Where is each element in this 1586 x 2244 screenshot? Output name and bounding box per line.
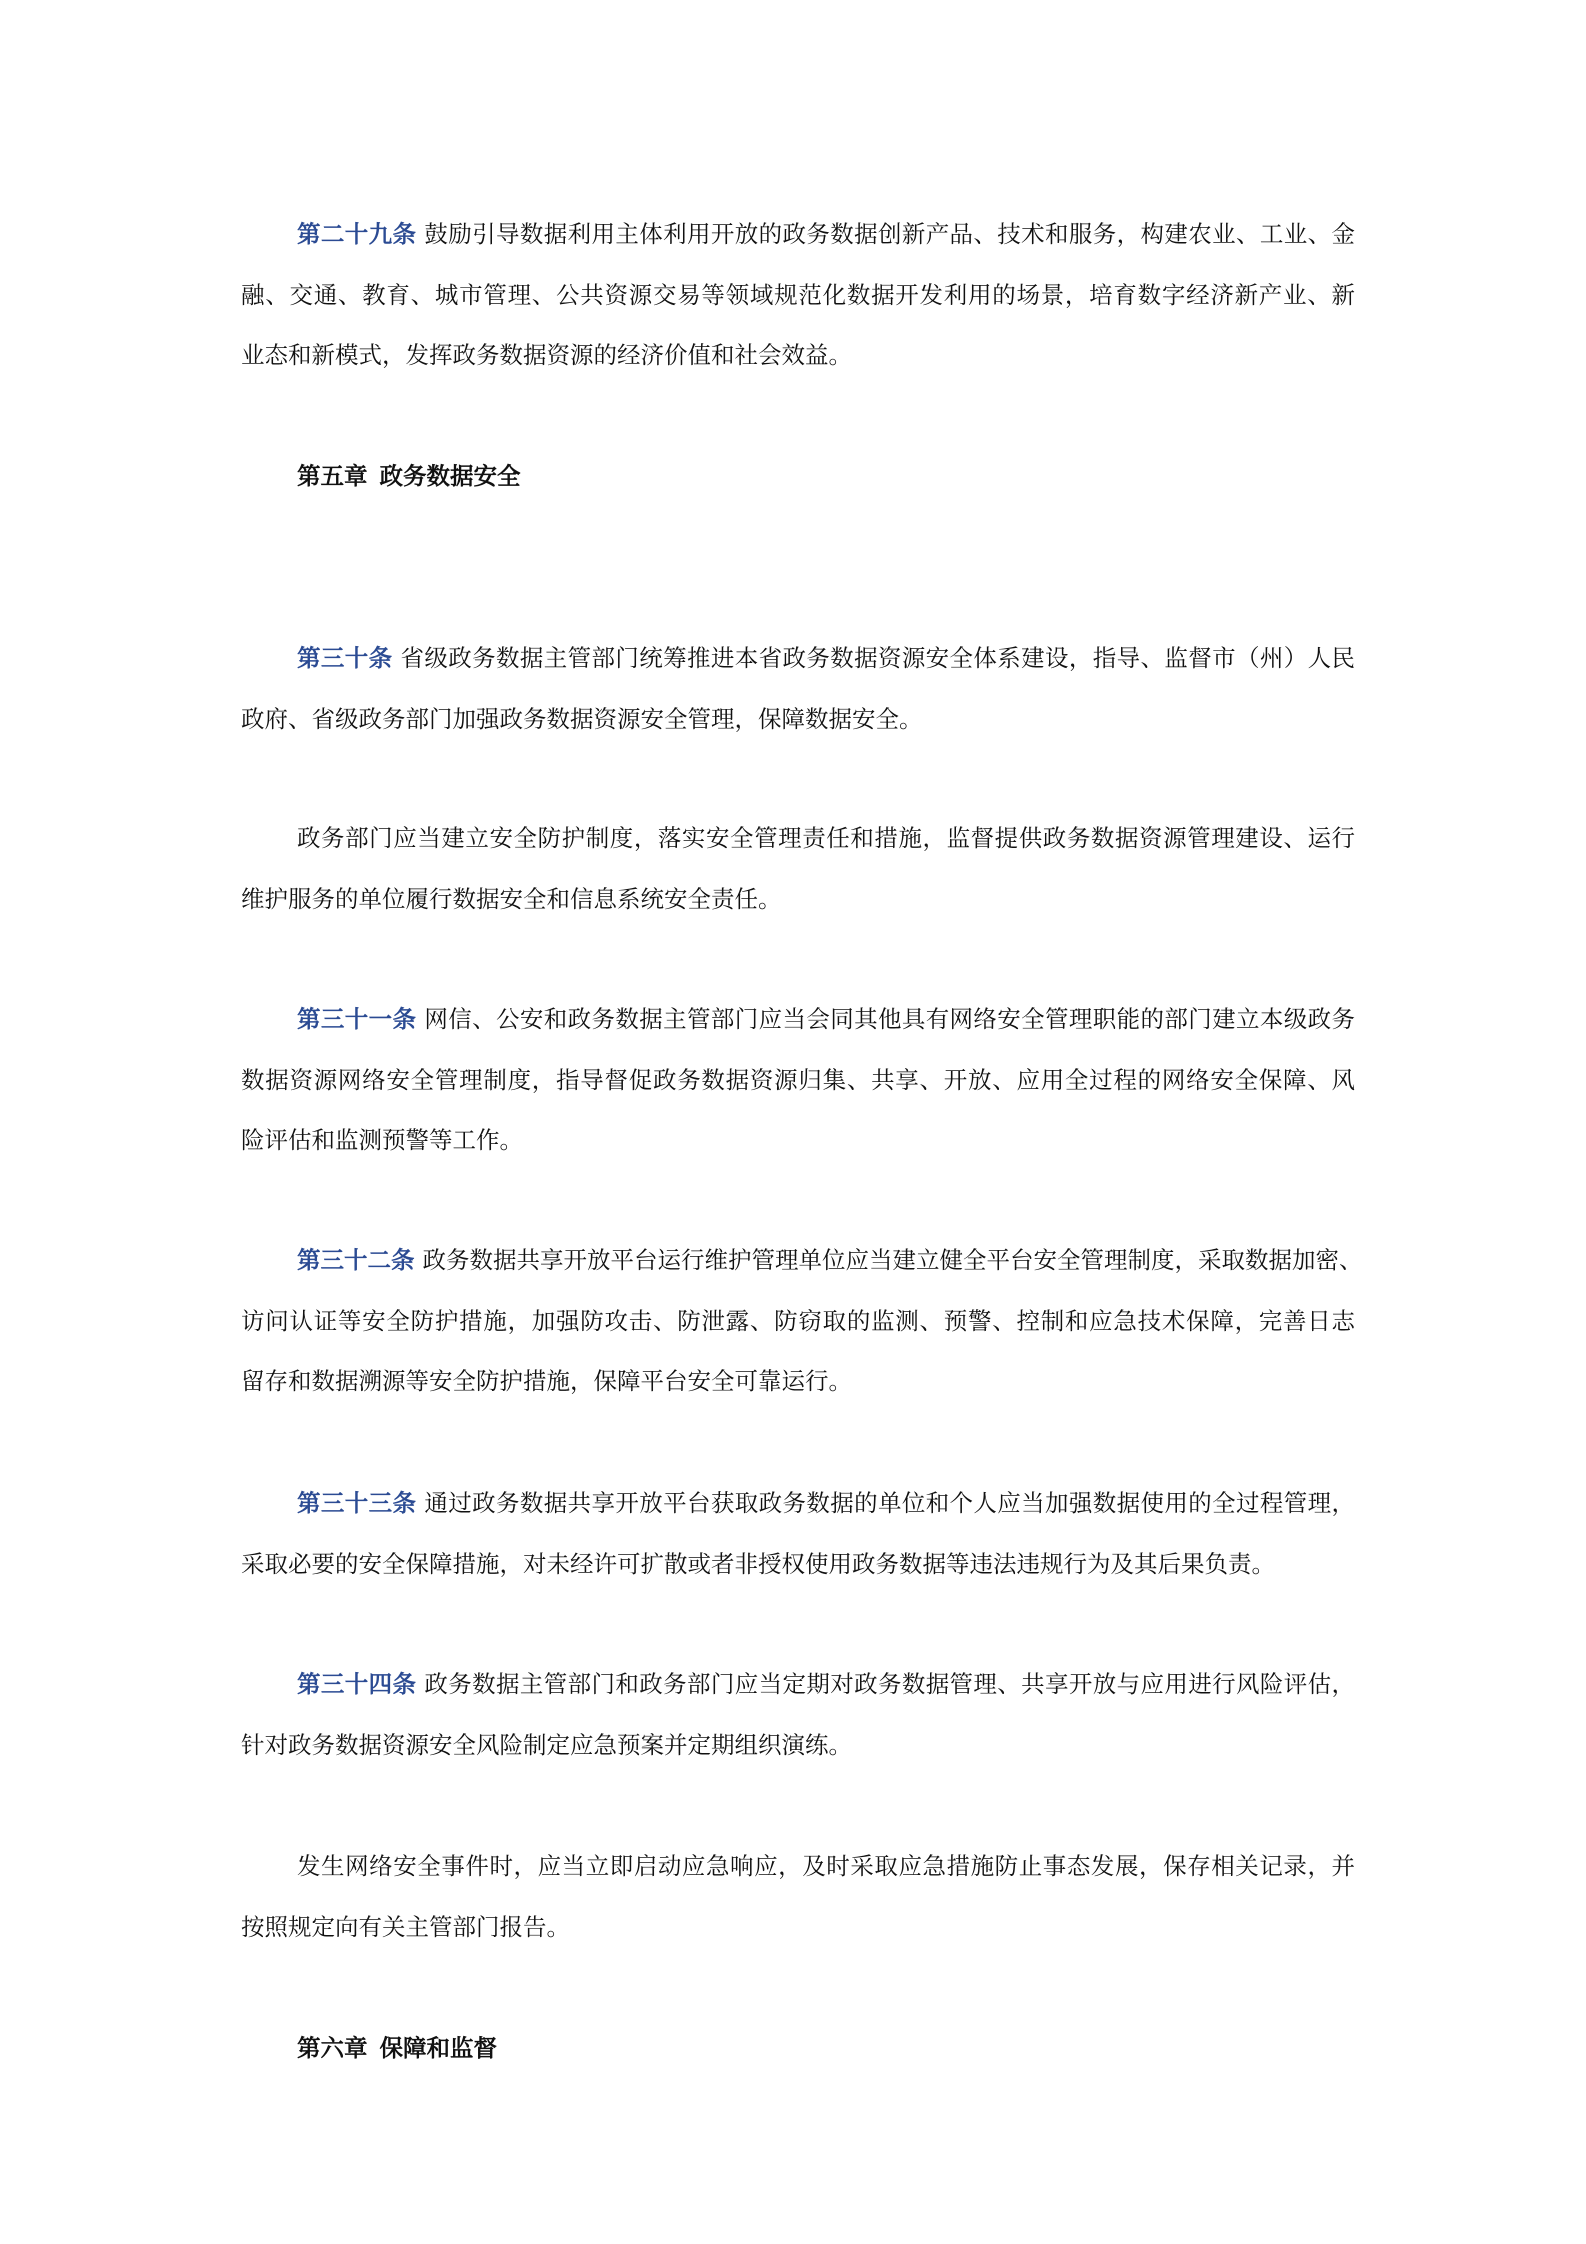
text-line [241, 265, 1355, 326]
line-text: 业态和新模式，发挥政务数据资源的经济价值和社会效益。 [241, 341, 852, 369]
article-31 [241, 989, 1355, 1171]
article-34 [241, 1654, 1355, 1775]
chapter-number: 第五章 [297, 462, 368, 490]
chapter-title: 政务数据安全 [379, 462, 521, 490]
text-line [241, 1110, 1355, 1171]
line-text: 通过政务数据共享开放平台获取政务数据的单位和个人应当加强数据使用的全过程管理， [424, 1489, 1356, 1517]
line-text: 访问认证等安全防护措施，加强防攻击、防泄露、防窃取的监测、预警、控制和应急技术保障，完善日志 [241, 1306, 1355, 1335]
text-line [241, 1291, 1355, 1352]
article-30-paragraph-2 [241, 808, 1355, 929]
article-number: 第二十九条 [297, 220, 417, 248]
text-line [241, 989, 1355, 1050]
article-33 [241, 1473, 1355, 1594]
line-text: 数据资源网络安全管理制度，指导督促政务数据资源归集、共享、开放、应用全过程的网络安全保障、风 [241, 1065, 1355, 1094]
text-line [241, 808, 1355, 869]
line-text: 政府、省级政务部门加强政务数据资源安全管理，保障数据安全。 [241, 704, 923, 733]
article-34-paragraph-2 [241, 1836, 1355, 1957]
text-line [241, 204, 1355, 265]
text-line [241, 1654, 1355, 1715]
line-text: 政务数据主管部门和政务部门应当定期对政务数据管理、共享开放与应用进行风险评估， [424, 1670, 1356, 1698]
article-number: 第三十三条 [297, 1489, 417, 1517]
article-number: 第三十一条 [297, 1005, 417, 1033]
line-text: 融、交通、教育、城市管理、公共资源交易等领域规范化数据开发利用的场景，培育数字经济新产业、新 [241, 280, 1355, 309]
text-line [241, 1715, 1355, 1776]
text-line [241, 1351, 1355, 1412]
text-line [241, 689, 1355, 750]
article-number: 第三十条 [297, 644, 393, 672]
article-number: 第三十二条 [297, 1246, 415, 1274]
text-line [241, 628, 1355, 689]
chapter-6-heading [297, 2018, 497, 2079]
text-line [241, 1050, 1355, 1111]
chapter-title: 保障和监督 [379, 2034, 497, 2062]
line-text: 政务部门应当建立安全防护制度，落实安全管理责任和措施，监督提供政务数据资源管理建设、运行 [297, 824, 1355, 852]
text-line [241, 1534, 1355, 1595]
chapter-5-heading [297, 446, 521, 507]
text-line [241, 1473, 1355, 1534]
text-line [241, 869, 1355, 930]
line-text: 针对政务数据资源安全风险制定应急预案并定期组织演练。 [241, 1730, 852, 1759]
line-text: 省级政务数据主管部门统筹推进本省政务数据资源安全体系建设，指导、监督市（州）人民 [400, 644, 1356, 672]
line-text: 鼓励引导数据利用主体利用开放的政务数据创新产品、技术和服务，构建农业、工业、金 [424, 220, 1356, 248]
line-text: 发生网络安全事件时，应当立即启动应急响应，及时采取应急措施防止事态发展，保存相关记录，并 [297, 1852, 1355, 1880]
line-text: 网信、公安和政务数据主管部门应当会同其他具有网络安全管理职能的部门建立本级政务 [424, 1005, 1356, 1033]
article-number: 第三十四条 [297, 1670, 417, 1698]
line-text: 维护服务的单位履行数据安全和信息系统安全责任。 [241, 884, 782, 913]
line-text: 险评估和监测预警等工作。 [241, 1126, 523, 1154]
line-text: 采取必要的安全保障措施，对未经许可扩散或者非授权使用政务数据等违法违规行为及其后果负责。 [241, 1549, 1275, 1578]
text-line [241, 1836, 1355, 1897]
chapter-number: 第六章 [297, 2034, 368, 2062]
text-line [241, 1230, 1363, 1291]
article-30 [241, 628, 1355, 749]
article-29 [241, 204, 1355, 386]
article-32 [241, 1230, 1363, 1412]
text-line [241, 1897, 1355, 1958]
line-text: 按照规定向有关主管部门报告。 [241, 1912, 570, 1941]
line-text: 政务数据共享开放平台运行维护管理单位应当建立健全平台安全管理制度，采取数据加密、 [422, 1246, 1363, 1274]
text-line [241, 325, 1355, 386]
line-text: 留存和数据溯源等安全防护措施，保障平台安全可靠运行。 [241, 1367, 852, 1395]
